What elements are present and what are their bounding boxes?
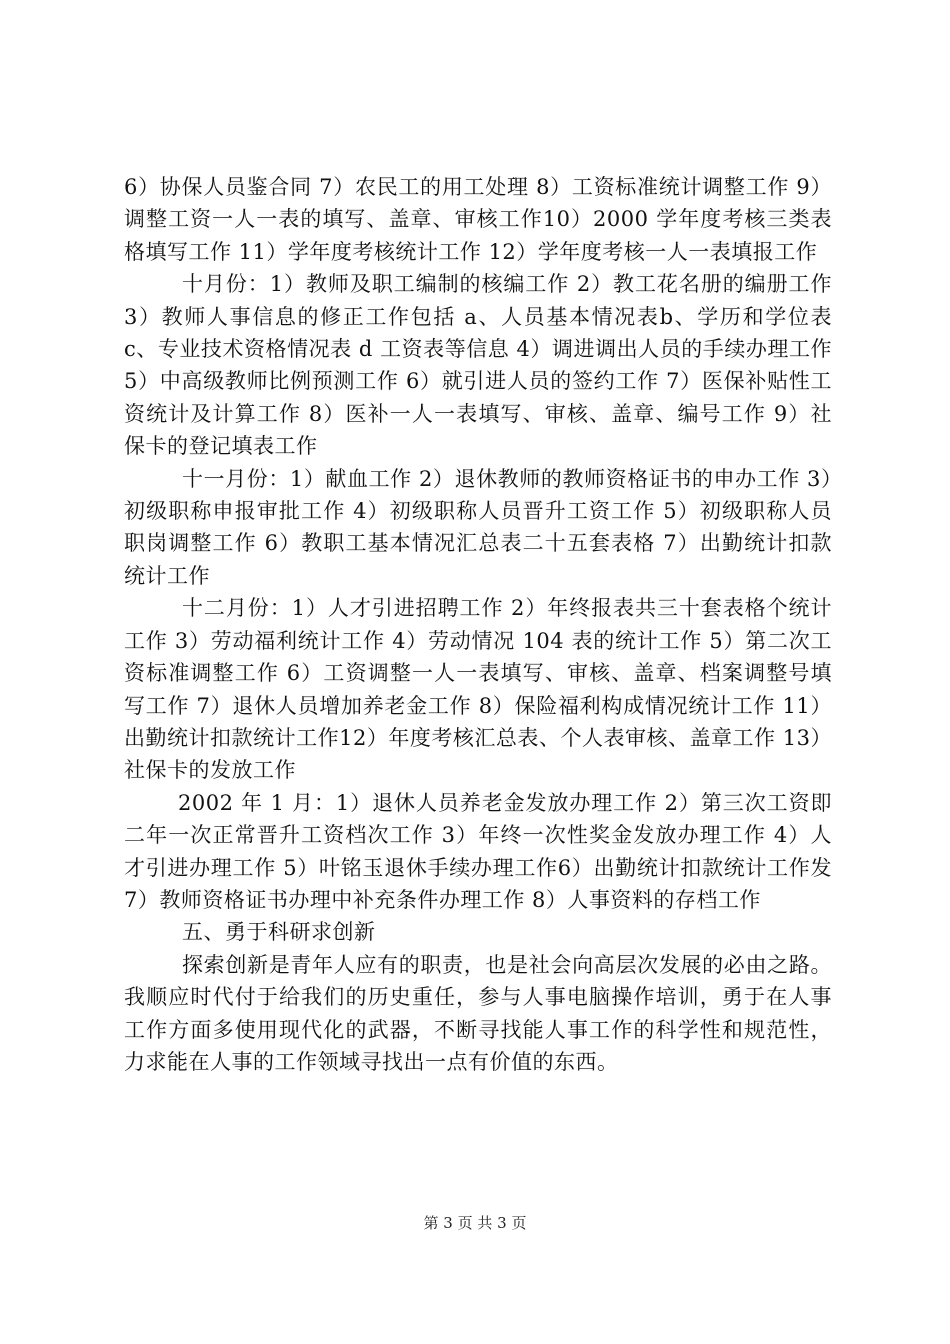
paragraph-december: 十二月份：1）人才引进招聘工作 2）年终报表共三十套表格个统计工作 3）劳动福利统计工作 4）劳动情况 104 表的统计工作 5）第二次工资标准调整工作 6）工资调整一人一表填写、审核、盖章、档案调整号填写工作 7）退休人员增加养老金工作 8）保险福利构成情况统计工作 11）出勤统计扣款统计工作12）年度考核汇总表、个人表审核、盖章工作 13）社保卡的发放工作	[124, 596, 832, 783]
paragraph-november: 十一月份：1）献血工作 2）退休教师的教师资格证书的申办工作 3）初级职称申报审批工作 4）初级职称人员晋升工资工作 5）初级职称人员职岗调整工作 6）教职工基本情况汇总表二十五套表格 7）出勤统计扣款统计工作	[124, 466, 832, 588]
paragraph-october: 十月份：1）教师及职工编制的核编工作 2）教工花名册的编册工作 3）教师人事信息的修正工作包括 a、人员基本情况表b、学历和学位表 c、专业技术资格情况表 d 工资表等信息 4）调进调出人员的手续办理工作 5）中高级教师比例预测工作 6）就引进人员的签约工作 7）医保补贴性工资统计及计算工作 8）医补一人一表填写、审核、盖章、编号工作 9）社保卡的登记填表工作	[124, 272, 832, 459]
paragraph-innovation: 探索创新是青年人应有的职责，也是社会向高层次发展的必由之路。我顺应时代付于给我们的历史重任，参与人事电脑操作培训，勇于在人事工作方面多使用现代化的武器，不断寻找能人事工作的科学性和规范性，力求能在人事的工作领域寻找出一点有价值的东西。	[124, 952, 832, 1074]
paragraph-continuation: 6）协保人员鉴合同 7）农民工的用工处理 8）工资标准统计调整工作 9）调整工资一人一表的填写、盖章、审核工作10）2000 学年度考核三类表格填写工作 11）学年度考核统计工作 12）学年度考核一人一表填报工作	[124, 175, 832, 264]
paragraph-january-2002: 2002 年 1 月：1）退休人员养老金发放办理工作 2）第三次工资即二年一次正常晋升工资档次工作 3）年终一次性奖金发放办理工作 4）人才引进办理工作 5）叶铭玉退休手续办理工作6）出勤统计扣款统计工作发 7）教师资格证书办理中补充条件办理工作 8）人事资料的存档工作	[124, 790, 832, 912]
document-body	[124, 171, 832, 1078]
page-footer: 第 3 页 共 3 页	[423, 1214, 527, 1232]
section-heading-innovation: 五、勇于科研求创新	[182, 920, 376, 945]
